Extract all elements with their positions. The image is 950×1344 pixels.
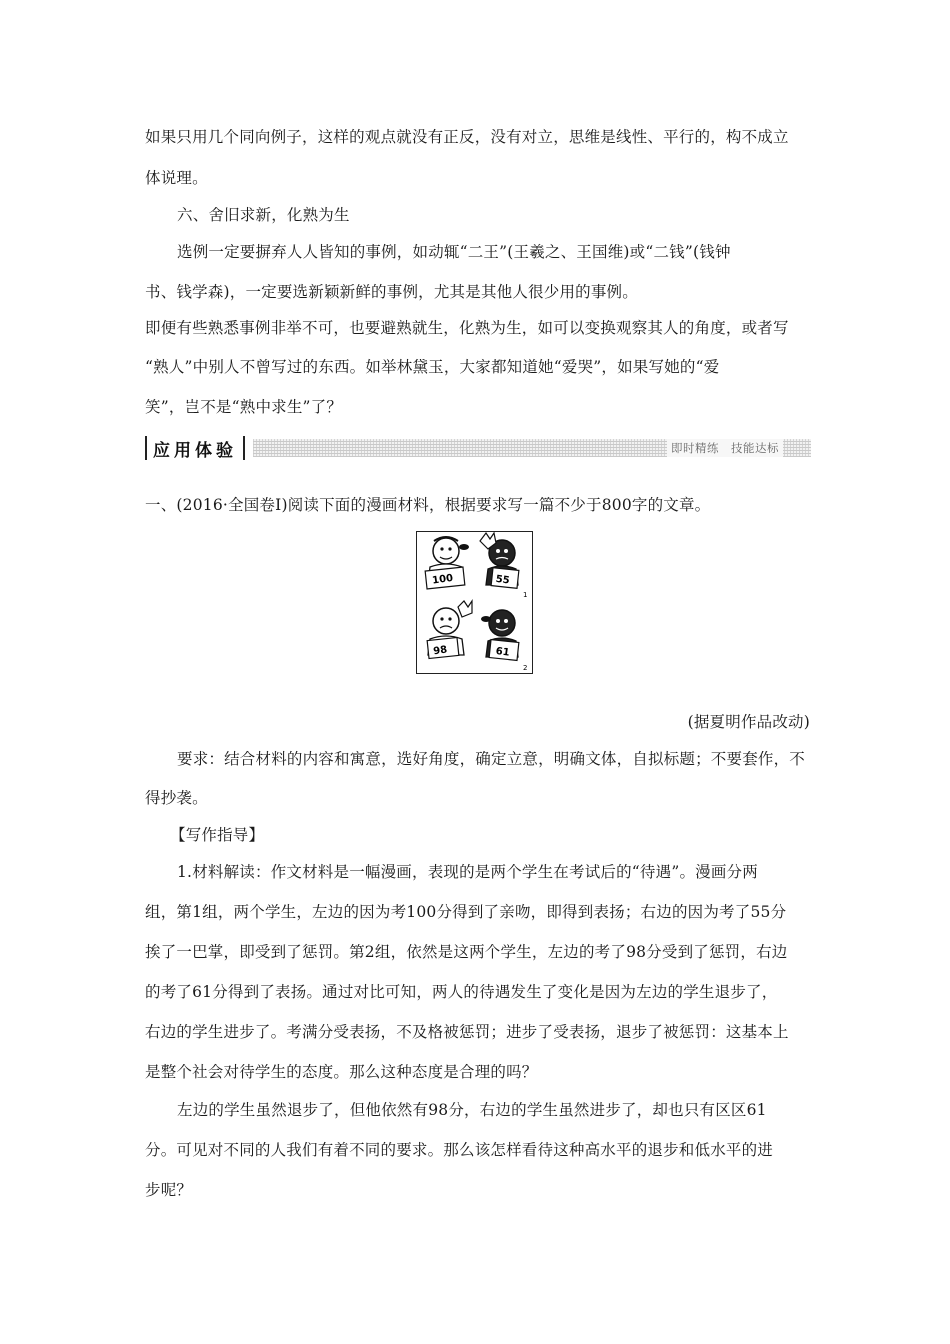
text-line: 体说理。 bbox=[145, 169, 208, 187]
text-line: 是整个社会对待学生的态度。那么这种态度是合理的吗？ bbox=[145, 1063, 538, 1081]
panel1-right-score: 55 bbox=[494, 573, 511, 587]
text-line: 步呢？ bbox=[145, 1181, 193, 1199]
text-line: 右边的学生进步了。考满分受表扬，不及格被惩罚；进步了受表扬，退步了被惩罚：这基本上 bbox=[145, 1023, 789, 1041]
section-banner bbox=[145, 436, 811, 460]
cartoon-image bbox=[416, 531, 533, 674]
image-source: (据夏明作品改动) bbox=[687, 713, 810, 731]
text-line: 书、钱学森)，一定要选新颖新鲜的事例，尤其是其他人很少用的事例。 bbox=[145, 283, 638, 301]
text-line: 的考了61分得到了表扬。通过对比可知，两人的待遇发生了变化是因为左边的学生退步了， bbox=[145, 983, 778, 1001]
text-line: 选例一定要摒弃人人皆知的事例，如动辄“二王”(王羲之、王国维)或“二钱”(钱钟 bbox=[177, 243, 731, 261]
panel2-number: 2 bbox=[523, 664, 528, 672]
text-line: 挨了一巴掌，即受到了惩罚。第2组，依然是这两个学生，左边的考了98分受到了惩罚，右边 bbox=[145, 943, 788, 961]
section-heading: 六、舍旧求新，化熟为生 bbox=[177, 206, 350, 224]
text-line: “熟人”中别人不曾写过的东西。如举林黛玉，大家都知道她“爱哭”，如果写她的“爱 bbox=[145, 358, 720, 376]
text-line: 左边的学生虽然退步了，但他依然有98分，右边的学生虽然进步了，却也只有区区61 bbox=[177, 1101, 767, 1119]
banner-label-box bbox=[145, 436, 245, 460]
text-line: 1.材料解读：作文材料是一幅漫画，表现的是两个学生在考试后的“待遇”。漫画分两 bbox=[177, 863, 758, 881]
banner-tag: 即时精练 技能达标 bbox=[667, 439, 783, 457]
text-line: 组，第1组，两个学生，左边的因为考100分得到了亲吻，即得到表扬；右边的因为考了55分 bbox=[145, 903, 787, 921]
kiss-lips-icon bbox=[459, 544, 469, 550]
kiss-lips-icon bbox=[481, 616, 491, 622]
text-line: 要求：结合材料的内容和寓意，选好角度，确定立意，明确文体，自拟标题；不要套作，不 bbox=[177, 750, 806, 768]
panel2-left-score: 98 bbox=[432, 644, 448, 658]
text-line: 分。可见对不同的人我们有着不同的要求。那么该怎样看待这种高水平的退步和低水平的进 bbox=[145, 1141, 774, 1159]
text-line: 得抄袭。 bbox=[145, 789, 208, 807]
guide-heading: 【写作指导】 bbox=[170, 826, 265, 844]
question-title: 一、(2016·全国卷Ⅰ)阅读下面的漫画材料，根据要求写一篇不少于800字的文章。 bbox=[145, 496, 711, 514]
panel1-number: 1 bbox=[523, 591, 528, 599]
banner-label: 应用体验 bbox=[153, 440, 237, 461]
panel2-right-score: 61 bbox=[494, 645, 511, 659]
panel1-left-score: 100 bbox=[431, 572, 454, 587]
text-line: 即便有些熟悉事例非举不可，也要避熟就生，化熟为生，如可以变换观察其人的角度，或者写 bbox=[145, 319, 789, 337]
text-line: 如果只用几个同向例子，这样的观点就没有正反，没有对立，思维是线性、平行的，构不成立 bbox=[145, 128, 789, 146]
text-line: 笑”，岂不是“熟中求生”了？ bbox=[145, 398, 343, 416]
